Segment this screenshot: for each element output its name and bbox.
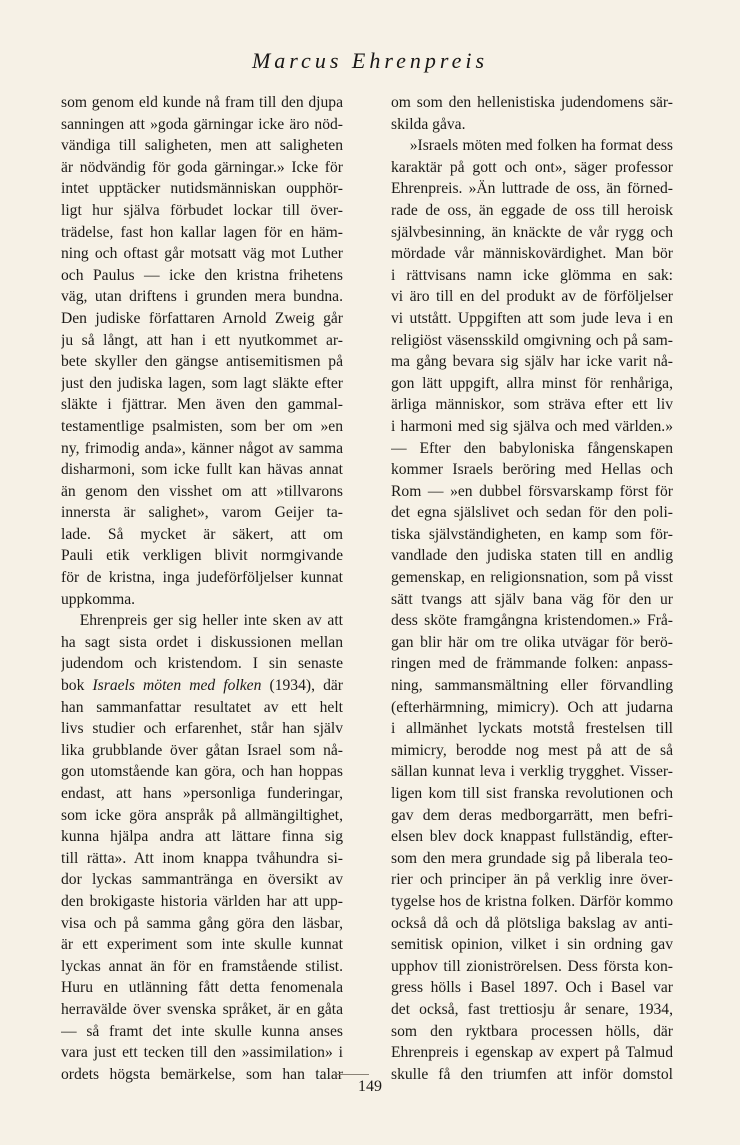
text-line: uppkomma. bbox=[61, 590, 136, 608]
text-line: som den ryktbara processen hölls, där bbox=[391, 1022, 673, 1040]
text-line: som den mera grundade sig på liberala teo- bbox=[391, 849, 673, 867]
text-line: Rom — »en dubbel försvarskamp först för bbox=[391, 482, 673, 500]
text-line: vi äro till en del produkt av de förföljelser bbox=[391, 288, 673, 306]
text-line: Pauli etik verkligen blivit normgivande bbox=[61, 547, 343, 565]
text-line: lika grubblande över gåtan Israel som nå- bbox=[61, 741, 343, 759]
text-line: gon lätt uppgift, allra minst för renhåriga, bbox=[391, 374, 673, 392]
text-line: ärliga människor, som sträva efter ett liv bbox=[391, 396, 673, 414]
text-line: trädelse, fast hon kallar lagen för en häm- bbox=[61, 223, 343, 241]
text-line: »Israels möten med folken ha format dess bbox=[409, 137, 673, 155]
text-line: kunna hjälpa andra att lättare finna sig bbox=[61, 828, 343, 846]
text-line: kommer Israels beröring med Hellas och bbox=[391, 461, 673, 479]
text-line: ringen med de främmande folken: anpass- bbox=[391, 655, 673, 673]
text-line: och Paulus — icke den kristna frihetens bbox=[61, 266, 343, 284]
text-line: självbesinning, än knäckte de vår rygg och bbox=[391, 223, 673, 241]
text-line: mördade vår människovärdighet. Man bör bbox=[391, 245, 673, 263]
text-line: disharmoni, som icke fullt kan hävas annat bbox=[61, 461, 343, 479]
text-line: (efterhärmning, mimicry). Och att judarna bbox=[391, 698, 673, 716]
text-line: det också, fast trettiosju år senare, 1934, bbox=[391, 1000, 673, 1018]
text-line: rade de oss, än eggade de oss till heroisk bbox=[391, 201, 673, 219]
text-line: testamentlige psalmisten, som ber om »en bbox=[61, 417, 343, 435]
book-title: Israels möten med folken bbox=[92, 677, 262, 695]
text-line: ligt hur själva förbudet lockar till över- bbox=[61, 201, 343, 219]
text-line: intet upptäcker nutidsmänniskan oupphör- bbox=[61, 180, 343, 198]
text-line: judendom och kristendom. I sin senaste bbox=[61, 655, 343, 673]
text-line: ning och oftast går motsatt väg mot Luther bbox=[61, 245, 343, 263]
text-line: Den judiske författaren Arnold Zweig går bbox=[61, 309, 343, 327]
text-line: väg, utan driftens i grunden mera bundna. bbox=[61, 288, 343, 306]
text-line: rier och principer än på verklig inre över- bbox=[391, 871, 673, 889]
text-line: herravälde över svenska språket, är en gåta bbox=[61, 1000, 343, 1018]
text-line: sanningen att »goda gärningar icke äro nöd- bbox=[61, 115, 343, 133]
text-line: ordets högsta bemärkelse, som han talar bbox=[61, 1065, 343, 1083]
text-line: ha sagt sista ordet i diskussionen mellan bbox=[61, 633, 343, 651]
text-line: det egna själslivet och sedan för den poli- bbox=[391, 504, 673, 522]
text-line: skilda gåva. bbox=[391, 115, 466, 133]
text-line: livs studier och erfarenhet, står han själv bbox=[61, 720, 343, 738]
text-line: släkte i fjättrar. Men även den gammal- bbox=[61, 396, 343, 414]
text-line: än genom den visshet om att »tillvarons bbox=[61, 482, 343, 500]
text-line: Ehrenpreis. »Än luttrade de oss, än förned- bbox=[391, 180, 673, 198]
text-line: Ehrenpreis i egenskap av expert på Talmud bbox=[391, 1044, 673, 1062]
text-line: tiska självständigheten, en kamp som för- bbox=[391, 525, 673, 543]
text-line: tygelse hos de kristna folken. Därför kommo bbox=[391, 892, 673, 910]
text-line: vändiga till saligheten, men att saligheten bbox=[61, 137, 343, 155]
text-line: bok Israels möten med folken (1934), där bbox=[61, 677, 343, 695]
running-header: Marcus Ehrenpreis bbox=[251, 48, 489, 73]
text-line: till rätta». Att inom knappa tvåhundra si- bbox=[61, 849, 343, 867]
text-line: gan blir här om tre olika utvägar för berö- bbox=[391, 633, 673, 651]
text-line: för de kristna, inga judeförföljelser kunnat bbox=[61, 569, 343, 587]
text-line: dess sköte framgångna kristendomen.» Frå- bbox=[391, 612, 673, 630]
text-line: vara just ett tecken till den »assimilation» i bbox=[61, 1044, 343, 1062]
text-line: han sammanfattar resultatet av ett helt bbox=[61, 698, 343, 716]
page-number-rule bbox=[333, 1074, 369, 1075]
text-line: endast, att hans »personliga funderingar, bbox=[61, 785, 343, 802]
text-line: — så framt det inte skulle kunna anses bbox=[61, 1022, 343, 1040]
text-line: i rättvisans namn icke glömma en sak: bbox=[391, 266, 673, 284]
text-line: elsen blev dock knappast fullständig, efter- bbox=[391, 828, 673, 846]
text-line: visa och på samma gång göra den läsbar, bbox=[61, 914, 343, 932]
page-number: 149 bbox=[358, 1078, 382, 1095]
text-line: gress hölls i Basel 1897. Och i Basel var bbox=[391, 979, 673, 997]
text-line: i allmänhet lyckats motstå frestelsen till bbox=[391, 720, 673, 738]
text-line: vandlade den judiska staten till en andlig bbox=[391, 547, 673, 565]
text-line: ma gång bevara sig själv har icke varit nå- bbox=[391, 353, 673, 371]
text-line: är nödvändig för goda gärningar.» Icke för bbox=[61, 158, 343, 176]
text-line: också då och då plötsliga bakslag av anti- bbox=[391, 914, 673, 932]
text-line: den brokigaste historia världen har att upp- bbox=[61, 892, 343, 910]
text-line: gon utomstående kan göra, och han hoppas bbox=[61, 763, 343, 781]
text-line: ju så långt, att han i ett nyutkommet ar- bbox=[61, 331, 343, 349]
text-line: ning, sammansmältning eller förvandling bbox=[391, 677, 673, 695]
text-line: vi utstått. Uppgiften att som jude leva i en bbox=[391, 309, 673, 327]
text-line: mimicry, berodde nog mest på att de så bbox=[391, 741, 673, 759]
text-line: innersta är salighet», varom Geijer ta- bbox=[61, 504, 343, 522]
left-column bbox=[61, 92, 343, 1085]
text-line: sällan kunnat leva i verklig trygghet. Visser- bbox=[391, 763, 673, 781]
text-line: sätt tvangs att själv bana väg för den ur bbox=[391, 590, 673, 608]
text-line: Ehrenpreis ger sig heller inte sken av att bbox=[79, 612, 343, 630]
text-line: semitisk opinion, vilket i sin ordning gav bbox=[391, 936, 673, 954]
text-line: i harmoni med sig själva och med världen.» bbox=[391, 417, 673, 435]
text-line: karaktär på gott och ont», säger professor bbox=[391, 158, 673, 176]
text-line: som genom eld kunde nå fram till den djupa bbox=[61, 94, 343, 111]
text-line: ny, frimodig anda», känner något av samma bbox=[61, 439, 343, 457]
text-line: just den judiska lagen, som lagt släkte efter bbox=[61, 374, 343, 392]
text-line: skulle få den triumfen att inför domstol bbox=[391, 1065, 673, 1083]
text-line: upphov till zioniströrelsen. Dess första kon- bbox=[391, 957, 673, 975]
text-line: bete skyller den gängse antisemitismen på bbox=[61, 353, 343, 371]
text-line: om som den hellenistiska judendomens sär- bbox=[391, 94, 673, 111]
text-line: gemenskap, en religionsnation, som på visst bbox=[391, 569, 673, 587]
text-line: gav dem deras medborgarrätt, men befri- bbox=[391, 806, 673, 824]
text-line: är ett experiment som inte skulle kunnat bbox=[61, 936, 343, 954]
text-line: Huru en utlänning fått detta fenomenala bbox=[61, 979, 343, 997]
right-column bbox=[391, 92, 673, 1085]
text-line: religiöst väsensskild omgivning och på sam- bbox=[391, 331, 673, 349]
text-line: dor lyckas sammantränga en översikt av bbox=[61, 871, 343, 889]
text-line: — Efter den babyloniska fångenskapen bbox=[391, 439, 673, 457]
text-line: lyckas annat än för en framstående stilist. bbox=[61, 957, 343, 975]
text-line: lade. Så mycket är säkert, att om bbox=[61, 525, 343, 543]
text-line: som icke göra anspråk på allmängiltighet, bbox=[61, 806, 343, 824]
text-line: ligen kom till sist franska revolutionen och bbox=[391, 785, 673, 802]
